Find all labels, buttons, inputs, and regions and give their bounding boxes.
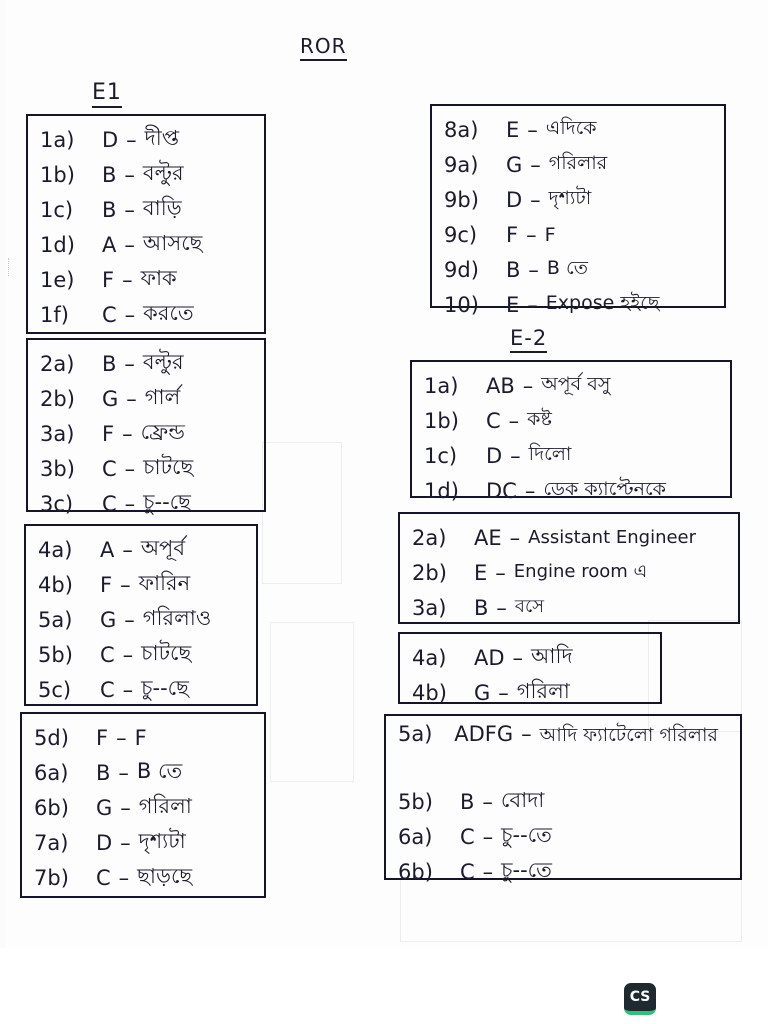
answer-row [40,381,254,416]
answer-text: চু--তে [501,823,552,847]
dash-separator: – [524,478,536,503]
question-number: 9c) [444,222,478,247]
question-number: 5c) [38,677,72,702]
question-number: 4b) [38,572,73,597]
dash-separator: – [124,607,135,632]
answer-text: অপূর্ব বসু [541,372,611,395]
dash-separator: – [482,824,494,849]
answer-letter: C [96,865,111,890]
scan-mark [8,258,17,276]
answer-letter: C [460,824,475,849]
answer-letter: AB [486,373,515,398]
answer-letter: B [102,197,117,222]
section-heading-e1: E1 [92,80,122,108]
answer-text: আদি ফ্যাটেলো গরিলার [539,724,718,746]
dash-separator: – [122,421,133,446]
answer-letter: C [100,677,115,702]
answer-letter: A [102,232,117,257]
answer-row [412,520,728,555]
answer-letter: E [506,292,520,317]
answer-letter: A [100,537,115,562]
dash-separator: – [530,187,541,212]
question-number: 2b) [40,386,75,411]
answer-text: Engine room এ [513,561,648,582]
answer-row [444,287,714,322]
question-number: 9b) [444,187,479,212]
answer-letter: F [96,725,109,750]
answer-row [412,590,728,625]
question-number: 7b) [34,865,69,890]
answer-row [398,819,730,854]
dash-separator: – [522,373,534,398]
answer-row [412,640,650,675]
dash-separator: – [122,537,133,562]
question-number: 1f) [40,302,69,327]
answer-letter: DC [486,478,517,503]
answer-row [398,784,730,819]
answer-row [40,192,254,227]
answer-text: F [134,725,147,750]
dash-separator: – [120,795,131,820]
question-number: 3b) [40,456,75,481]
question-number: 7a) [34,830,69,855]
answer-letter: C [102,456,117,481]
answer-row [424,368,720,403]
answer-text: কষ্ট [527,407,552,430]
dash-separator: – [508,408,520,433]
answer-row [444,112,714,147]
answer-letter: B [506,257,521,282]
answer-row [38,672,246,707]
answer-letter: E [474,560,488,585]
dash-separator: – [510,443,521,468]
dash-separator: – [122,642,134,667]
question-number: 3a) [40,421,75,446]
answer-row [34,790,254,825]
answer-text: গরিলা [138,794,192,818]
answer-box [24,524,258,706]
dash-separator: – [124,232,135,257]
answer-row [40,227,254,262]
answer-row [40,157,254,192]
section-heading-e2: E-2 [510,326,547,353]
answer-text: গরিলা [516,679,570,703]
answer-box [26,114,266,334]
question-number: 2a) [40,351,75,376]
answer-letter: B [102,351,117,376]
dash-separator: – [124,491,136,516]
answer-box [26,338,266,516]
answer-text: দিলো [528,442,572,465]
answer-text: ফ্রেন্ড [140,420,185,444]
dash-separator: – [526,222,537,247]
dash-separator: – [482,789,493,814]
question-number: 4b) [412,680,447,705]
camscanner-logo-icon: CS [624,983,656,1015]
answer-text: অপূর্ব [140,536,186,560]
answer-letter: F [102,267,115,292]
answer-row [444,182,714,217]
question-number: 1d) [424,478,459,503]
answer-text: বসে [514,596,545,617]
question-number: 1b) [40,162,75,187]
dash-separator: – [116,725,127,750]
answer-box [398,512,740,624]
answer-letter: AE [474,525,502,550]
answer-text: Assistant Engineer [528,527,697,548]
dash-separator: – [496,595,507,620]
question-number: 6a) [34,760,69,785]
dash-separator: – [120,572,131,597]
answer-row [38,532,246,567]
dash-separator: – [512,645,524,670]
answer-row [424,438,720,473]
question-number: 4a) [38,537,73,562]
answer-row [38,567,246,602]
dash-separator: – [122,677,134,702]
question-number: 5a) [38,607,73,632]
dash-separator: – [530,152,541,177]
dash-separator: – [528,257,539,282]
answer-text: দৃশ্যটা [138,829,186,853]
question-number: 9d) [444,257,479,282]
answer-letter: C [460,859,475,884]
question-number: 3c) [40,491,74,516]
dash-separator: – [527,292,538,317]
dash-separator: – [122,267,133,292]
question-number: 9a) [444,152,479,177]
dash-separator: – [521,722,532,746]
question-number: 2b) [412,560,447,585]
answer-text: দৃশ্যটা [548,186,592,209]
dash-separator: – [118,865,130,890]
answer-letter: D [506,187,523,212]
answer-row [444,147,714,182]
answer-text: ডেক ক্যাপ্টেনকে [543,477,666,500]
answer-row [444,217,714,252]
answer-row [38,602,246,637]
question-number: 5a) [398,722,433,746]
answer-row [40,451,254,486]
dash-separator: – [124,351,135,376]
answer-letter: F [100,572,113,597]
question-number: 1e) [40,267,75,292]
answer-text: এদিকে [545,116,597,139]
answer-text: বল্টুর [142,350,184,374]
answer-text: চু--ছে [143,490,191,514]
answer-row [38,637,246,672]
answer-box [410,360,732,503]
answer-box [384,714,742,884]
question-number: 5b) [398,789,433,814]
dash-separator: – [509,525,521,550]
question-number: 1d) [40,232,75,257]
answer-box [398,632,662,704]
answer-text: বল্টুর [142,161,184,185]
answer-letter: G [506,152,523,177]
answer-row [412,675,650,710]
answer-row [424,473,720,508]
dash-separator: – [495,560,506,585]
answer-text: ফারিন [138,571,191,595]
answer-text: ছাড়ছে [137,864,193,888]
answer-row [40,122,254,157]
dash-separator: – [126,386,137,411]
answer-row [398,854,730,889]
answer-text: গরিলাও [142,606,212,630]
answer-letter: G [100,607,117,632]
question-number: 4a) [412,645,447,670]
answer-letter: C [102,302,117,327]
answer-letter: B [102,162,117,187]
dash-separator: – [120,830,131,855]
answer-letter: E [506,117,520,142]
show-through-mark [270,622,354,782]
dash-separator: – [124,162,135,187]
question-number: 6b) [34,795,69,820]
answer-letter: F [102,421,115,446]
answer-letter: B [96,760,111,785]
answer-text: বাড়ি [142,196,182,220]
page-title: ROR [300,34,347,61]
answer-text: Expose হইছে [545,291,660,314]
answer-text: দীপ্ত [144,126,179,150]
answer-row [40,486,254,521]
answer-text: B তে [136,759,183,783]
answer-row [34,825,254,860]
answer-letter: G [474,680,491,705]
dash-separator: – [118,760,129,785]
dash-separator: – [124,197,135,222]
answer-letter: ADFG [454,722,514,746]
dash-separator: – [124,456,136,481]
answer-row [40,297,254,332]
answer-row [40,346,254,381]
answer-letter: D [486,443,503,468]
answer-letter: G [102,386,119,411]
answer-letter: B [460,789,475,814]
answer-row [34,860,254,895]
dash-separator: – [482,859,494,884]
answer-text: চু--তে [501,858,552,882]
answer-row [412,555,728,590]
show-through-mark [262,442,342,584]
answer-letter: D [96,830,113,855]
dash-separator: – [498,680,509,705]
answer-text: চাটছে [143,455,194,479]
dash-separator: – [527,117,538,142]
answer-text: আসছে [142,231,203,255]
question-number: 1a) [424,373,459,398]
question-number: 1c) [40,197,74,222]
answer-text: চাটছে [141,641,192,665]
answer-letter: B [474,595,489,620]
answer-text: করতে [143,301,194,325]
answer-letter: F [506,222,519,247]
question-number: 1a) [40,127,75,152]
answer-row [424,403,720,438]
answer-letter: AD [474,645,505,670]
question-number: 1c) [424,443,458,468]
answer-row [34,720,254,755]
question-number: 10) [444,292,479,317]
answer-box [430,104,726,317]
answer-row [40,416,254,451]
answer-row [40,262,254,297]
dash-separator: – [124,302,136,327]
answer-text: গার্ল [144,385,181,409]
answer-text: চু--ছে [141,676,189,700]
answer-row [398,722,730,784]
question-number: 5d) [34,725,69,750]
answer-letter: C [100,642,115,667]
answer-box [20,712,266,898]
dash-separator: – [126,127,137,152]
answer-row [444,252,714,287]
question-number: 2a) [412,525,447,550]
question-number: 3a) [412,595,447,620]
answer-letter: C [102,491,117,516]
answer-text: B তে [546,256,588,279]
answer-text: গরিলার [548,151,608,174]
question-number: 1b) [424,408,459,433]
answer-row [34,755,254,790]
question-number: 5b) [38,642,73,667]
answer-letter: D [102,127,119,152]
question-number: 6b) [398,859,433,884]
answer-text: ফাক [140,266,177,290]
answer-text: F [544,223,556,246]
answer-text: আদি [531,644,573,668]
question-number: 8a) [444,117,479,142]
answer-letter: G [96,795,113,820]
answer-letter: C [486,408,501,433]
answer-text: বোদা [500,788,545,812]
question-number: 6a) [398,824,433,849]
